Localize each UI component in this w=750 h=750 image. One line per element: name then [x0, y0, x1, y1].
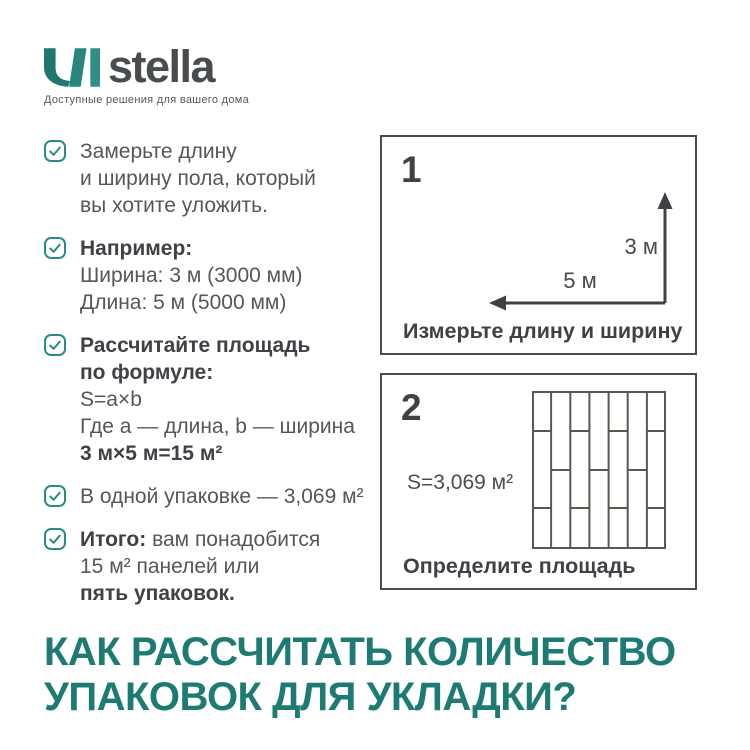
list-item [44, 235, 380, 316]
parquet-diagram-icon [532, 391, 666, 549]
text-bold-prefix: Итого: [80, 528, 147, 551]
step1-caption: Измерьте длину и ширину [403, 319, 683, 343]
check-icon [44, 237, 66, 259]
list-item-text [80, 332, 355, 467]
list-item [44, 526, 380, 607]
page-title-line1: КАК РАССЧИТАТЬ КОЛИЧЕСТВО [44, 630, 676, 674]
width-dimension-label: 5 м [563, 268, 597, 293]
list-item-text [80, 483, 364, 510]
text-line: Где a — длина, b — ширина [80, 415, 355, 438]
step2-number: 2 [401, 387, 422, 428]
instructions-checklist [44, 138, 380, 607]
text-line: S=a×b [80, 388, 142, 411]
step2-caption: Определите площадь [403, 554, 636, 578]
step2-box [380, 373, 697, 590]
list-item [44, 332, 380, 467]
text-line: В одной упаковке — 3,069 м² [80, 485, 364, 508]
check-icon [44, 140, 66, 162]
check-icon [44, 528, 66, 550]
text-line: 3 м×5 м=15 м² [80, 442, 223, 465]
step1-number: 1 [401, 149, 422, 190]
page-title [44, 630, 676, 720]
text-line: Например: [80, 237, 193, 260]
text-rest: вам понадобится [146, 528, 321, 551]
step1-box [380, 135, 697, 355]
text-line: по формуле: [80, 361, 214, 384]
text-line: Длина: 5 м (5000 мм) [80, 291, 287, 314]
text-line: Рассчитайте площадь [80, 334, 311, 357]
check-icon [44, 485, 66, 507]
stella-logo-icon [44, 47, 100, 88]
list-item [44, 483, 380, 510]
text-line: и ширину пола, который [80, 167, 316, 190]
height-dimension-label: 3 м [624, 234, 658, 259]
brand-name: stella [108, 41, 215, 92]
text-line [80, 526, 320, 553]
text-line: пять упаковок. [80, 582, 235, 605]
brand-block [44, 41, 250, 106]
text-line: 15 м² панелей или [80, 555, 260, 578]
brand-tagline: Доступные решения для вашего дома [44, 94, 250, 106]
list-item-text [80, 526, 320, 607]
text-line: Ширина: 3 м (3000 мм) [80, 264, 303, 287]
list-item-text [80, 138, 316, 219]
page-title-line2: УПАКОВОК ДЛЯ УКЛАДКИ? [44, 675, 577, 719]
check-icon [44, 334, 66, 356]
text-line: Замерьте длину [80, 140, 237, 163]
list-item [44, 138, 380, 219]
list-item-text [80, 235, 303, 316]
text-line: вы хотите уложить. [80, 194, 268, 217]
pack-area-label: S=3,069 м² [407, 471, 514, 494]
